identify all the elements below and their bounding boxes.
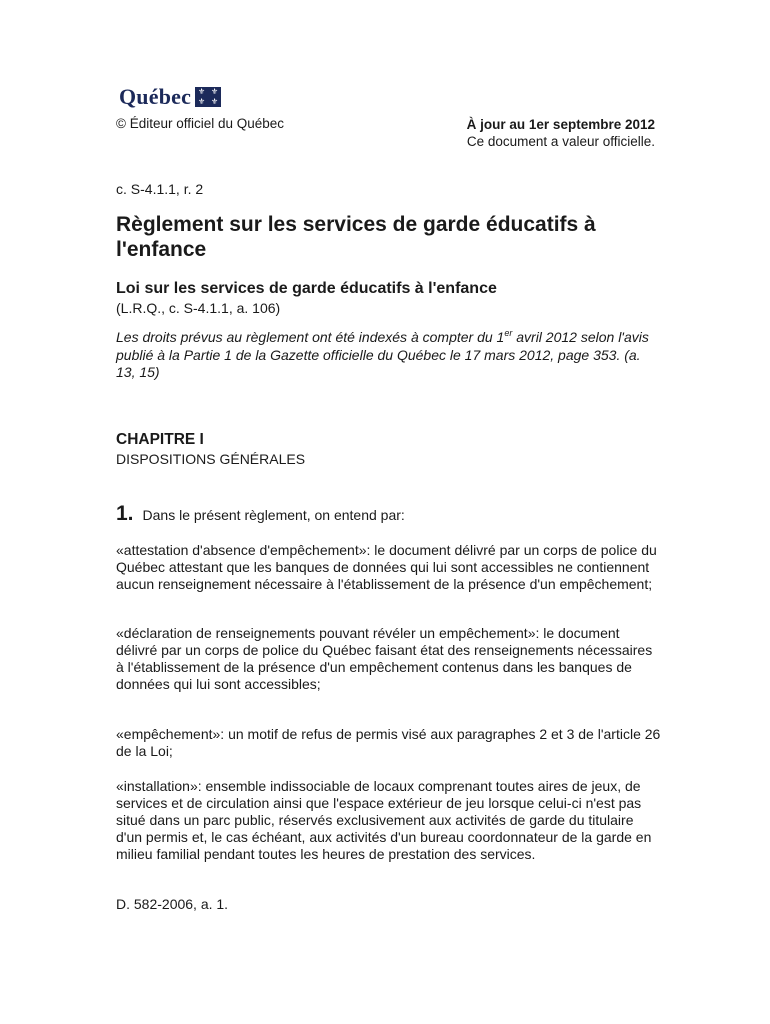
document-title: Règlement sur les services de garde éducatifs à l'enfance	[116, 213, 596, 261]
official-value-notice: Ce document a valeur officielle.	[466, 134, 655, 149]
article-number: 1.	[116, 502, 134, 525]
update-date: À jour au 1er septembre 2012	[466, 117, 655, 132]
chapter-subheading: DISPOSITIONS GÉNÉRALES	[116, 451, 306, 467]
fleur-de-lis-flag-icon: ⚜ ⚜ ⚜ ⚜	[195, 87, 221, 107]
update-notice	[467, 116, 655, 150]
decree-reference: D. 582-2006, a. 1.	[116, 896, 229, 912]
regulation-reference: c. S-4.1.1, r. 2	[116, 181, 204, 197]
definition-paragraph: «attestation d'absence d'empêchement»: le document délivré par un corps de police du Québec attestant que les banques de données qui lui sont accessibles ne contiennent aucun renseignement nécessaire à l'établissement de la présence d'un empêchement;	[116, 542, 657, 592]
note-text-end: avril 2012 selon l'avis publié à la Partie 1 de la Gazette officielle du Québec le 17 mars 2012, page 353. (a. 13, 15)	[116, 329, 649, 380]
logo-wordmark: Québec	[119, 84, 192, 109]
quebec-logo	[119, 84, 221, 110]
law-name: Loi sur les services de garde éducatifs à l'enfance	[116, 280, 497, 297]
indexation-note	[116, 329, 661, 382]
publisher-notice: © Éditeur officiel du Québec	[116, 116, 285, 131]
article-1	[116, 502, 405, 526]
note-superscript: er	[504, 328, 513, 338]
article-intro: Dans le présent règlement, on entend par:	[142, 507, 405, 523]
note-text-start: Les droits prévus au règlement ont été indexés à compter du 1	[116, 329, 505, 345]
definition-paragraph: «déclaration de renseignements pouvant révéler un empêchement»: le document délivré par un corps de police du Québec faisant état des renseignements nécessaires à l'établissement de la présence d'un empêchement contenus dans les banques de données qui lui sont accessibles;	[116, 625, 653, 692]
definition-paragraph: «empêchement»: un motif de refus de permis visé aux paragraphes 2 et 3 de l'article 26 de la Loi;	[116, 726, 661, 759]
definition-paragraph: «installation»: ensemble indissociable de locaux comprenant toutes aires de jeux, de services et de circulation ainsi que l'espace extérieur de jeu lorsque celui-ci n'est pas situé dans un parc public, réservés exclusivement aux activités de garde du titulaire d'un permis et, le cas échéant, aux activités d'un bureau coordonnateur de la garde en milieu familial pendant toutes les heures de prestation des services.	[116, 778, 652, 862]
law-citation: (L.R.Q., c. S-4.1.1, a. 106)	[116, 300, 281, 316]
chapter-heading: CHAPITRE I	[116, 431, 204, 448]
